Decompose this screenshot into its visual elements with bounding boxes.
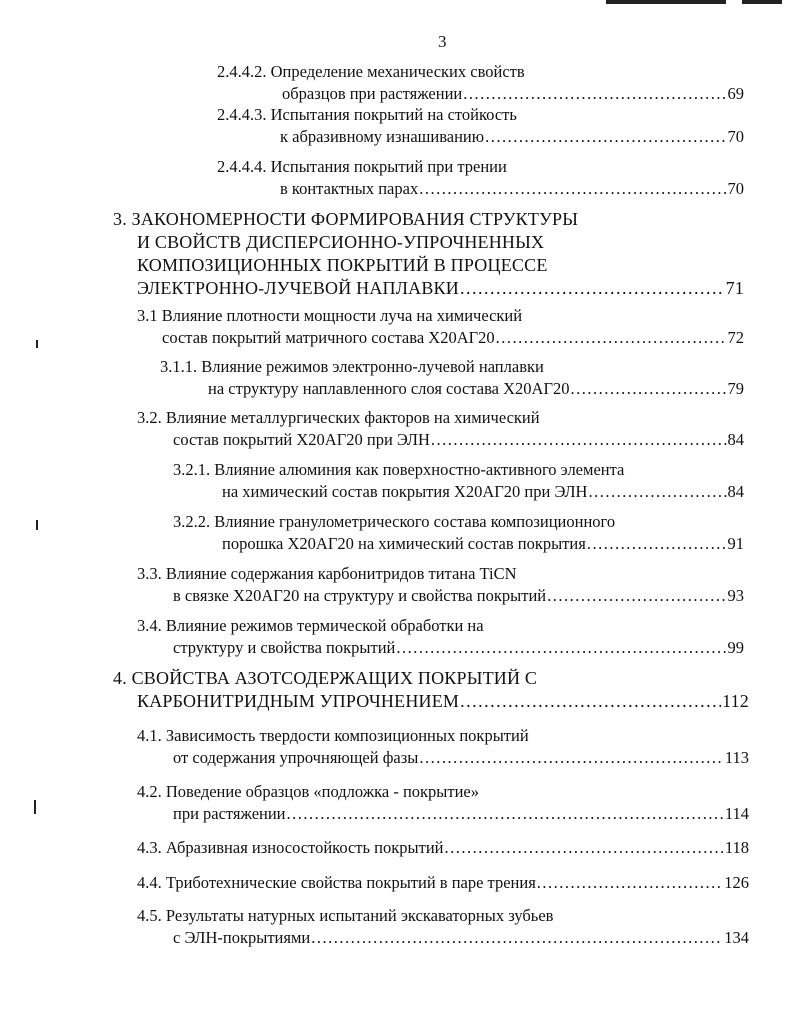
toc-page-number: 70 xyxy=(727,179,744,198)
dot-leader xyxy=(444,838,723,858)
toc-entry-text: в связке Х20АГ20 на структуру и свойства покрытий xyxy=(173,586,547,605)
toc-entry-text: в контактных парах xyxy=(280,179,419,198)
toc-entry-4-1-line2 xyxy=(173,748,749,768)
toc-page-number: 99 xyxy=(727,638,744,657)
toc-entry-2-4-4-3-line1: 2.4.4.3. Испытания покрытий на стойкость xyxy=(217,105,517,124)
toc-entry-3-2-line1: 3.2. Влияние металлургических факторов на химический xyxy=(137,408,540,427)
toc-entry-text: состав покрытий Х20АГ20 при ЭЛН xyxy=(173,430,430,449)
dot-leader xyxy=(419,748,724,768)
dot-leader xyxy=(431,430,727,450)
scan-mark-top-right xyxy=(742,0,782,4)
toc-entry-3-1-1-line1: 3.1.1. Влияние режимов электронно-лучевой наплавки xyxy=(160,357,544,376)
toc-section-3-line1: 3. ЗАКОНОМЕРНОСТИ ФОРМИРОВАНИЯ СТРУКТУРЫ xyxy=(113,209,579,229)
dot-leader xyxy=(311,928,723,948)
toc-entry-text: 4.4. Триботехнические свойства покрытий в паре трения xyxy=(137,873,536,892)
toc-page-number: 79 xyxy=(727,379,744,398)
toc-entry-3-3-line2 xyxy=(173,586,744,606)
dot-leader xyxy=(547,586,726,606)
toc-entry-4-5-line2 xyxy=(173,928,749,948)
toc-page-number: 134 xyxy=(724,928,749,947)
dot-leader xyxy=(460,691,721,711)
toc-page-number: 112 xyxy=(722,691,749,711)
toc-entry-text: ЭЛЕКТРОННО-ЛУЧЕВОЙ НАПЛАВКИ xyxy=(137,278,459,298)
dot-leader xyxy=(396,638,726,658)
toc-page-number: 72 xyxy=(727,328,744,347)
toc-entry-3-2-2-line2 xyxy=(222,534,744,554)
dot-leader xyxy=(587,534,727,554)
toc-entry-3-3-line1: 3.3. Влияние содержания карбонитридов титана TiCN xyxy=(137,564,517,583)
dot-leader xyxy=(485,127,726,147)
toc-page-number: 70 xyxy=(727,127,744,146)
toc-entry-text: образцов при растяжении xyxy=(282,84,463,103)
toc-entry-4-4 xyxy=(137,873,749,893)
toc-entry-3-1-line1: 3.1 Влияние плотности мощности луча на химический xyxy=(137,306,523,325)
toc-section-4-line1: 4. СВОЙСТВА АЗОТСОДЕРЖАЩИХ ПОКРЫТИЙ С xyxy=(113,668,538,688)
toc-entry-3-1-1-line2 xyxy=(208,379,744,399)
toc-entry-text: порошка Х20АГ20 на химический состав покрытия xyxy=(222,534,586,553)
scan-mark-top xyxy=(606,0,726,4)
toc-entry-3-4-line1: 3.4. Влияние режимов термической обработки на xyxy=(137,616,484,635)
toc-page-number: 113 xyxy=(724,748,749,767)
scan-mark-left-1 xyxy=(36,340,38,348)
dot-leader xyxy=(287,804,724,824)
toc-section-3-line4 xyxy=(137,278,744,298)
page-number: 3 xyxy=(438,32,447,51)
dot-leader xyxy=(496,328,727,348)
toc-entry-4-1-line1: 4.1. Зависимость твердости композиционных покрытий xyxy=(137,726,529,745)
toc-entry-4-2-line1: 4.2. Поведение образцов «подложка - покрытие» xyxy=(137,782,480,801)
toc-section-4-line2 xyxy=(137,691,749,711)
toc-entry-4-5-line1: 4.5. Результаты натурных испытаний экскаваторных зубьев xyxy=(137,906,554,925)
toc-page-number: 91 xyxy=(727,534,744,553)
toc-page-number: 69 xyxy=(727,84,744,103)
toc-entry-text: 4.3. Абразивная износостойкость покрытий xyxy=(137,838,444,857)
dot-leader xyxy=(571,379,727,399)
dot-leader xyxy=(463,84,726,104)
toc-page-number: 114 xyxy=(724,804,749,823)
dot-leader xyxy=(460,278,725,298)
toc-entry-3-2-2-line1: 3.2.2. Влияние гранулометрического состава композиционного xyxy=(173,512,616,531)
toc-entry-2-4-4-4-line1: 2.4.4.4. Испытания покрытий при трении xyxy=(217,157,507,176)
toc-page-number: 126 xyxy=(724,873,749,892)
toc-entry-3-2-1-line1: 3.2.1. Влияние алюминия как поверхностно-активного элемента xyxy=(173,460,625,479)
toc-page-number: 93 xyxy=(727,586,744,605)
toc-entry-text: структуру и свойства покрытий xyxy=(173,638,396,657)
toc-entry-text: к абразивному изнашиванию xyxy=(280,127,485,146)
toc-entry-3-2-1-line2 xyxy=(222,482,744,502)
dot-leader xyxy=(588,482,726,502)
toc-entry-text: КАРБОНИТРИДНЫМ УПРОЧНЕНИЕМ xyxy=(137,691,460,711)
toc-page-number: 118 xyxy=(724,838,749,857)
toc-entry-text: на химический состав покрытия Х20АГ20 при ЭЛН xyxy=(222,482,588,501)
toc-page-number: 84 xyxy=(727,482,744,501)
scan-mark-left-2 xyxy=(36,520,38,530)
dot-leader xyxy=(537,873,723,893)
toc-entry-2-4-4-2-line2 xyxy=(282,84,744,104)
toc-entry-text: с ЭЛН-покрытиями xyxy=(173,928,311,947)
toc-entry-3-2-line2 xyxy=(173,430,744,450)
toc-entry-4-3 xyxy=(137,838,749,858)
toc-entry-2-4-4-4-line2 xyxy=(280,179,744,199)
toc-section-3-line3: КОМПОЗИЦИОННЫХ ПОКРЫТИЙ В ПРОЦЕССЕ xyxy=(137,255,548,275)
toc-entry-text: при растяжении xyxy=(173,804,286,823)
scan-mark-left-3 xyxy=(34,800,36,814)
toc-entry-3-1-line2 xyxy=(162,328,744,348)
toc-entry-2-4-4-2-line1: 2.4.4.2. Определение механических свойств xyxy=(217,62,525,81)
toc-entry-2-4-4-3-line2 xyxy=(280,127,744,147)
toc-entry-text: от содержания упрочняющей фазы xyxy=(173,748,419,767)
toc-entry-4-2-line2 xyxy=(173,804,749,824)
toc-page-number: 84 xyxy=(727,430,744,449)
toc-entry-text: состав покрытий матричного состава Х20АГ20 xyxy=(162,328,495,347)
toc-entry-3-4-line2 xyxy=(173,638,744,658)
dot-leader xyxy=(419,179,726,199)
toc-section-3-line2: И СВОЙСТВ ДИСПЕРСИОННО-УПРОЧНЕННЫХ xyxy=(137,232,545,252)
toc-page-number: 71 xyxy=(725,278,744,298)
toc-entry-text: на структуру наплавленного слоя состава Х20АГ20 xyxy=(208,379,570,398)
